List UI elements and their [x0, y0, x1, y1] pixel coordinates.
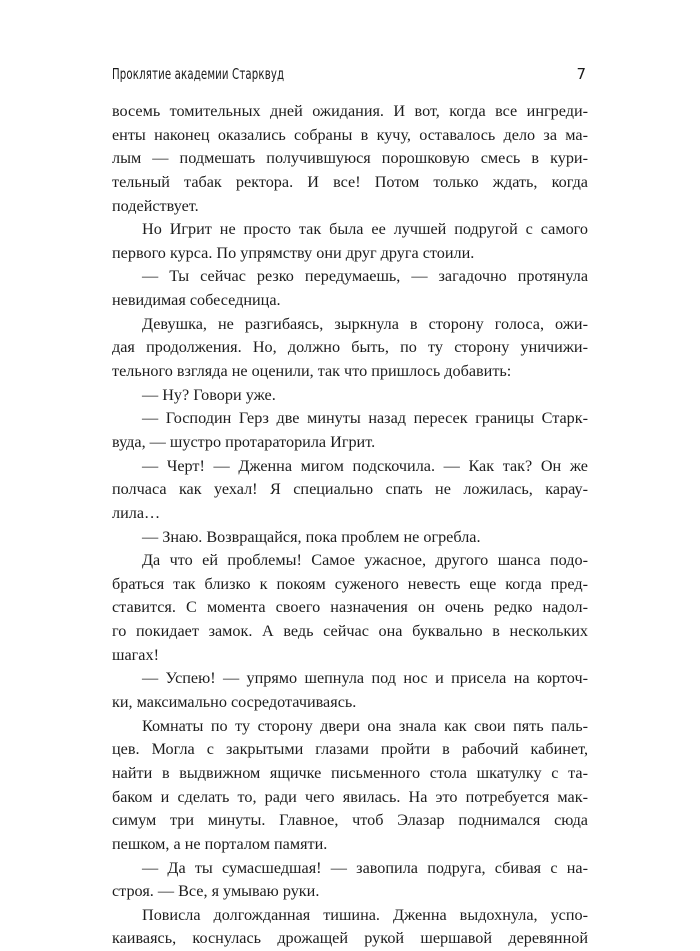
text-line: ставится. С момента своего назначения он очень редко надол-	[112, 598, 588, 617]
text-line: — Ну? Говори уже.	[142, 385, 276, 404]
text-line: — Черт! — Дженна мигом подскочила. — Как так? Он же	[142, 456, 588, 475]
text-line: пешком, а не порталом памяти.	[112, 834, 328, 853]
text-line: подействует.	[112, 196, 199, 215]
page-number: 7	[576, 65, 586, 83]
text-line: Но Игрит не просто так была ее лучшей подругой с самого	[142, 220, 588, 239]
text-line: баком и сделать то, ради чего явилась. На это потребуется мак-	[112, 787, 588, 806]
text-line: го покидает замок. А ведь сейчас она буквально в нескольких	[112, 622, 588, 641]
body-text	[112, 100, 588, 951]
text-line: симум три минуты. Главное, чтоб Элазар поднимался сюда	[112, 811, 588, 830]
text-line: первого курса. По упрямству они друг друга стоили.	[112, 243, 475, 262]
text-line: лым — подмешать получившуюся порошковую смесь в кури-	[112, 149, 588, 168]
text-line: ки, максимально сосредотачиваясь.	[112, 693, 357, 712]
text-line: — Господин Герз две минуты назад пересек границы Старк-	[142, 409, 588, 428]
text-line: — Ты сейчас резко передумаешь, — загадочно протянула	[142, 267, 588, 286]
text-line: вуда, — шустро протараторила Игрит.	[112, 432, 376, 451]
text-line: Да что ей проблемы! Самое ужасное, другого шанса подо-	[142, 551, 588, 570]
text-line: — Успею! — упрямо шепнула под нос и присела на корточ-	[142, 669, 588, 688]
text-line: браться так близко к покоям суженого невесть еще когда пред-	[112, 574, 588, 593]
text-line: — Да ты сумасшедшая! — завопила подруга, сбивая с на-	[142, 858, 588, 877]
text-line: — Знаю. Возвращайся, пока проблем не огребла.	[142, 527, 481, 546]
text-line: Повисла долгожданная тишина. Дженна выдохнула, успо-	[142, 905, 588, 924]
text-line: тельный табак ректора. И все! Потом только ждать, когда	[112, 172, 588, 191]
text-line: каиваясь, коснулась дрожащей рукой шершавой деревянной	[112, 929, 588, 948]
text-line: невидимая собеседница.	[112, 291, 281, 310]
text-line: найти в выдвижном ящичке письменного стола шкатулку с та-	[112, 763, 588, 782]
text-line: лила…	[112, 503, 161, 522]
text-line: дая продолжения. Но, должно быть, по ту сторону уничижи-	[112, 338, 588, 357]
text-line: цев. Могла с закрытыми глазами пройти в рабочий кабинет,	[112, 740, 588, 759]
text-line: строя. — Все, я умываю руки.	[112, 882, 320, 901]
running-head	[112, 63, 588, 87]
text-line: Комнаты по ту сторону двери она знала как свои пять паль-	[142, 716, 588, 735]
text-line: тельного взгляда не оценили, так что пришлось добавить:	[112, 362, 512, 381]
text-line: Девушка, не разгибаясь, зыркнула в сторону голоса, ожи-	[142, 314, 588, 333]
text-line: восемь томительных дней ожидания. И вот, когда все ингреди-	[112, 102, 588, 120]
text-line: полчаса как уехал! Я специально спать не ложилась, карау-	[112, 480, 588, 499]
text-line: шагах!	[112, 645, 159, 664]
running-title: Проклятие академии Старквуд	[112, 65, 285, 83]
text-line: енты наконец оказались собраны в кучу, оставалось дело за ма-	[112, 125, 588, 144]
